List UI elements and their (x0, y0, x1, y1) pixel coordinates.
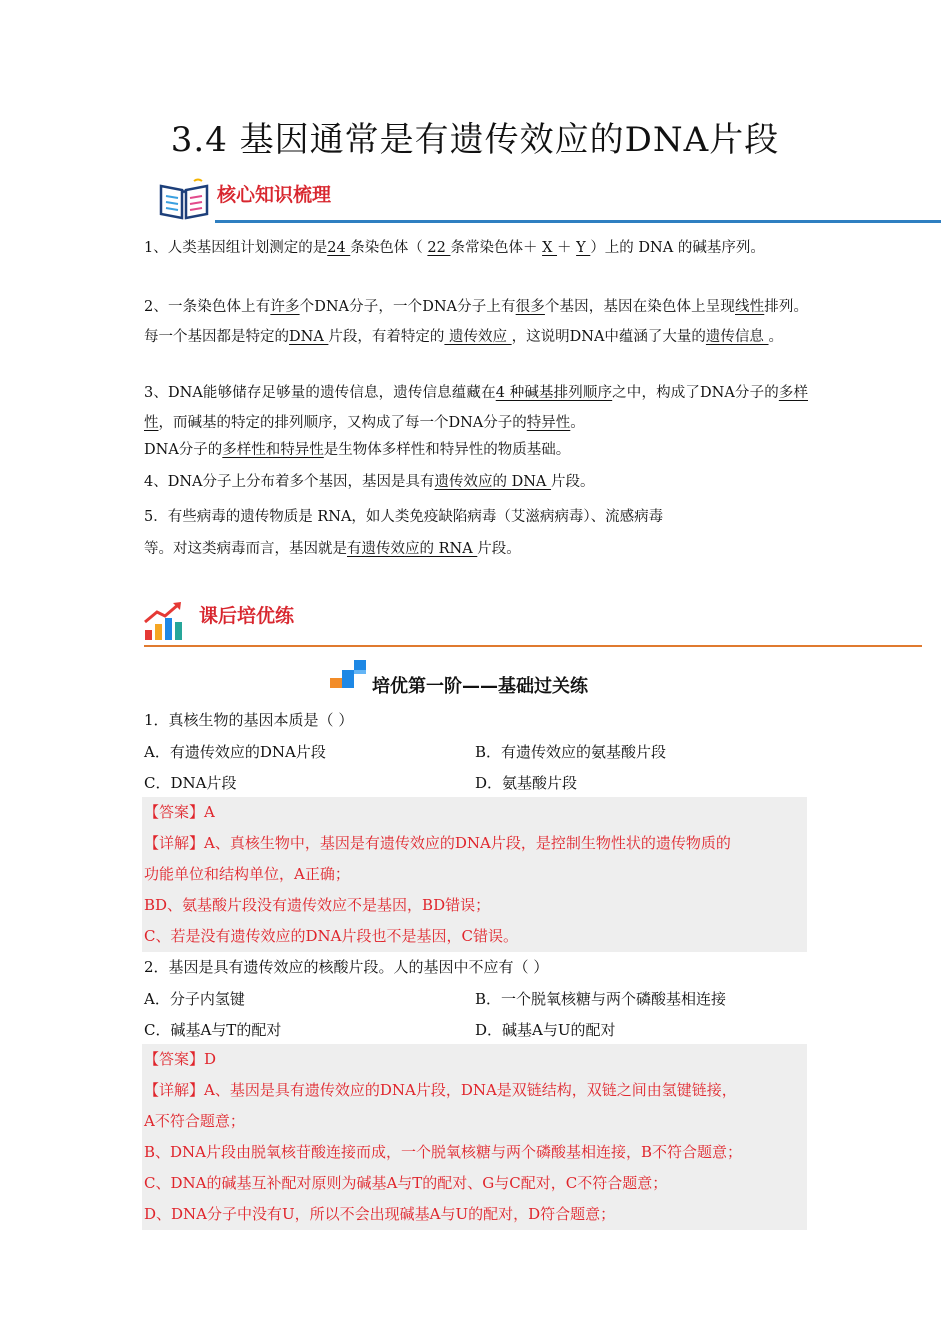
answer-box (142, 797, 807, 952)
explanation-line: C、DNA的碱基互补配对原则为碱基A与T的配对、G与C配对，C不符合题意； (144, 1174, 668, 1192)
page-title: 3.4 基因通常是有遗传效应的DNA片段 (170, 120, 780, 160)
knowledge-item-5b: 等。对这类病毒而言，基因就是有遗传效应的 RNA 片段。 (144, 541, 521, 557)
book-icon (158, 178, 210, 222)
option-a: A．有遗传效应的DNA片段 (144, 743, 326, 761)
stage-title: 培优第一阶——基础过关练 (372, 676, 588, 697)
explanation-line: 【详解】A、基因是具有遗传效应的DNA片段，DNA是双链结构，双链之间由氢键链接， (144, 1081, 737, 1099)
option-a: A．分子内氢键 (144, 990, 245, 1008)
knowledge-item-5: 5．有些病毒的遗传物质是 RNA，如人类免疫缺陷病毒（艾滋病病毒）、流感病毒 (144, 509, 664, 525)
question-stem: 1．真核生物的基因本质是（ ） (144, 711, 354, 729)
section-heading-knowledge: 核心知识梳理 (217, 184, 332, 206)
answer-line: 【答案】D (144, 1050, 217, 1068)
option-c: C．碱基A与T的配对 (144, 1021, 282, 1039)
knowledge-item-2: 2、一条染色体上有许多个DNA分子，一个DNA分子上有很多个基因，基因在染色体上呈现线性排列。每一个基因都是特定的DNA 片段，有着特定的 遗传效应 ，这说明DNA中蕴涵了大量的遗传信息 。 (144, 299, 809, 345)
growth-chart-icon (143, 600, 185, 642)
option-b: B．一个脱氧核糖与两个磷酸基相连接 (475, 990, 727, 1008)
stairs-icon (330, 658, 368, 690)
answer-box (142, 1044, 807, 1230)
explanation-line: B、DNA片段由脱氧核苷酸连接而成，一个脱氧核糖与两个磷酸基相连接，B不符合题意； (144, 1143, 743, 1161)
option-d: D．碱基A与U的配对 (475, 1021, 616, 1039)
knowledge-item-3: 3、DNA能够储存足够量的遗传信息，遗传信息蕴藏在4 种碱基排列顺序之中，构成了DNA分子的多样性，而碱基的特定的排列顺序，又构成了每一个DNA分子的特异性。 (144, 385, 808, 431)
question-stem: 2．基因是具有遗传效应的核酸片段。人的基因中不应有（ ） (144, 958, 549, 976)
option-c: C．DNA片段 (144, 774, 237, 792)
knowledge-item-3b: DNA分子的多样性和特异性是生物体多样性和特异性的物质基础。 (144, 442, 571, 458)
answer-line: 【答案】A (144, 803, 215, 821)
section-divider (215, 220, 941, 223)
section-heading-practice: 课后培优练 (199, 605, 295, 627)
knowledge-item-1: 1、人类基因组计划测定的是24 条染色体（ 22 条常染色体＋ X ＋ Y ）上的 DNA 的碱基序列。 (144, 240, 765, 256)
explanation-line: 功能单位和结构单位，A正确； (144, 865, 350, 883)
section-divider (144, 645, 922, 647)
knowledge-item-4: 4、DNA分子上分布着多个基因，基因是具有遗传效应的 DNA 片段。 (144, 474, 595, 490)
option-d: D．氨基酸片段 (475, 774, 578, 792)
explanation-line: C、若是没有遗传效应的DNA片段也不是基因，C错误。 (144, 927, 518, 945)
option-b: B．有遗传效应的氨基酸片段 (475, 743, 667, 761)
explanation-line: 【详解】A、真核生物中，基因是有遗传效应的DNA片段，是控制生物性状的遗传物质的 (144, 834, 731, 852)
explanation-line: D、DNA分子中没有U，所以不会出现碱基A与U的配对，D符合题意； (144, 1205, 616, 1223)
explanation-line: BD、氨基酸片段没有遗传效应不是基因，BD错误； (144, 896, 491, 914)
explanation-line: A不符合题意； (144, 1112, 245, 1130)
